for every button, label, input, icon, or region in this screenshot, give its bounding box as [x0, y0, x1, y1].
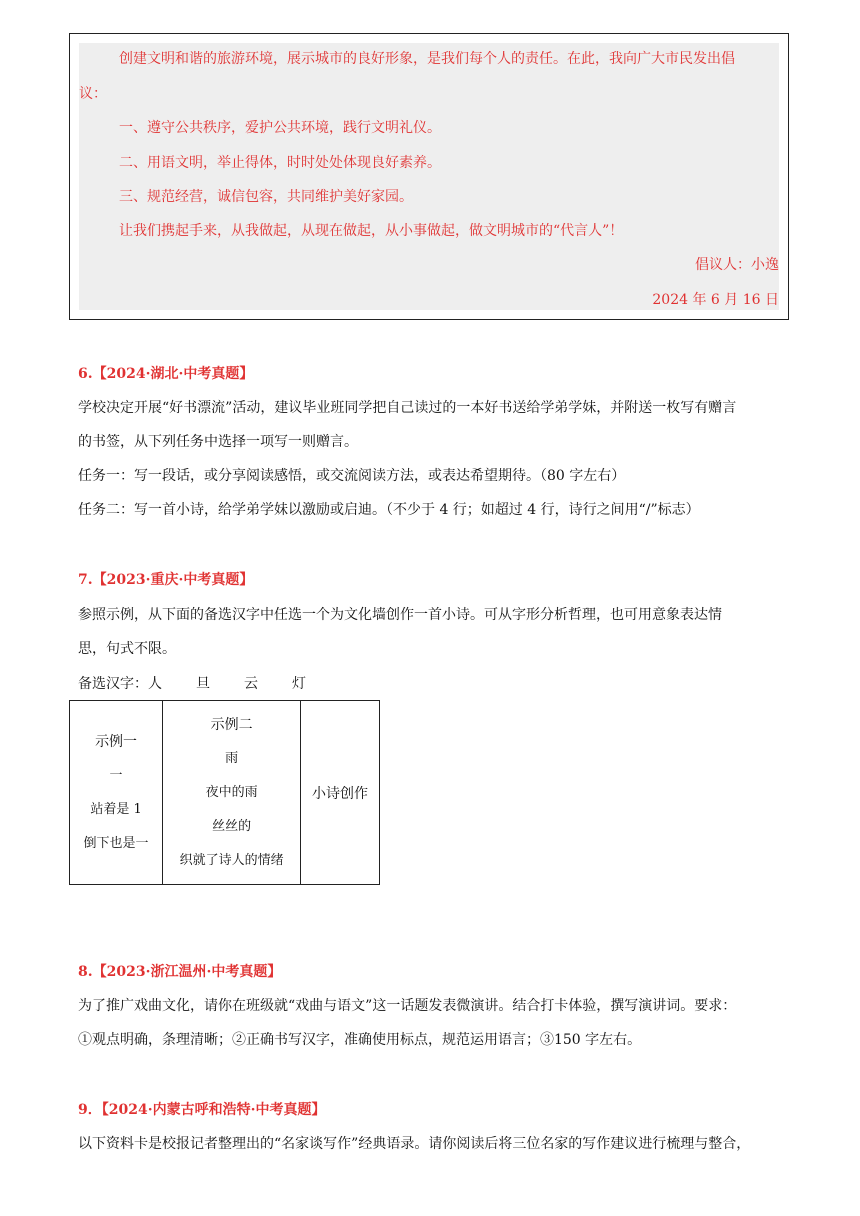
proposal-closing: 让我们携起手来，从我做起，从现在做起，从小事做起，做文明城市的“代言人”！	[119, 223, 624, 239]
question-6-heading: 6.【2024·湖北·中考真题】	[78, 366, 254, 382]
question-7-heading: 7.【2023·重庆·中考真题】	[78, 572, 254, 588]
question-8-heading: 8.【2023·浙江温州·中考真题】	[78, 964, 282, 980]
candidate-char: 云	[244, 676, 258, 692]
proposal-date: 2024 年 6 月 16 日	[652, 292, 779, 308]
example-2-line: 夜中的雨	[205, 784, 258, 800]
proposal-box	[69, 33, 789, 320]
candidate-char: 旦	[196, 676, 210, 692]
question-8-requirements: ①观点明确，条理清晰；②正确书写汉字，准确使用标点，规范运用语言；③150 字左右。	[78, 1032, 642, 1048]
proposal-paragraph-line: 创建文明和谐的旅游环境，展示城市的良好形象，是我们每个人的责任。在此，我向广大市民发出倡	[119, 51, 735, 67]
example-2-line: 雨	[225, 750, 239, 766]
candidates-label: 备选汉字：	[78, 676, 148, 692]
question-9-line: 以下资料卡是校报记者整理出的“名家谈写作”经典语录。请你阅读后将三位名家的写作建议进行梳理与整合，	[78, 1136, 751, 1152]
question-9-heading: 9．【2024·内蒙古呼和浩特·中考真题】	[78, 1102, 326, 1118]
example-1-cell	[70, 701, 163, 885]
proposal-paragraph-line: 议：	[79, 86, 107, 102]
candidate-char: 人	[148, 676, 162, 692]
proposal-background	[79, 43, 779, 310]
question-7-line: 思，句式不限。	[78, 641, 176, 657]
example-2-cell	[163, 701, 301, 885]
question-8-line: 为了推广戏曲文化，请你在班级就“戏曲与语文”这一话题发表微演讲。结合打卡体验，撰写演讲词。要求：	[78, 998, 737, 1014]
example-1-title: 示例一	[95, 733, 138, 750]
proposal-item-3: 三、规范经营，诚信包容，共同维护美好家园。	[119, 189, 413, 205]
candidate-characters	[78, 674, 340, 694]
proposal-item-2: 二、用语文明，举止得体，时时处处体现良好素养。	[119, 155, 441, 171]
example-poem-table	[69, 700, 380, 885]
proposal-item-1: 一、遵守公共秩序，爱护公共环境，践行文明礼仪。	[119, 120, 441, 136]
poem-creation-cell: 小诗创作	[301, 701, 380, 885]
question-6-task-2: 任务二：写一首小诗，给学弟学妹以激励或启迪。（不少于 4 行；如超过 4 行，诗行之间用“/”标志）	[78, 502, 700, 518]
question-7-line: 参照示例，从下面的备选汉字中任选一个为文化墙创作一首小诗。可从字形分析哲理，也可用意象表达情	[78, 607, 722, 623]
example-1-line: 站着是 1	[90, 801, 142, 817]
question-6-line: 的书签，从下列任务中选择一项写一则赠言。	[78, 434, 358, 450]
question-6-task-1: 任务一：写一段话，或分享阅读感悟，或交流阅读方法，或表达希望期待。（80 字左右）	[78, 468, 626, 484]
candidate-char: 灯	[292, 676, 306, 692]
example-2-line: 织就了诗人的情绪	[179, 852, 284, 868]
example-2-line: 丝丝的	[212, 818, 252, 834]
question-6-line: 学校决定开展“好书漂流”活动，建议毕业班同学把自己读过的一本好书送给学弟学妹，并附送一枚写有赠言	[78, 400, 737, 416]
proposal-signer: 倡议人：小逸	[695, 257, 779, 273]
example-1-line: 倒下也是一	[83, 835, 149, 851]
example-2-title: 示例二	[210, 716, 253, 733]
example-1-line: 一	[109, 767, 123, 783]
